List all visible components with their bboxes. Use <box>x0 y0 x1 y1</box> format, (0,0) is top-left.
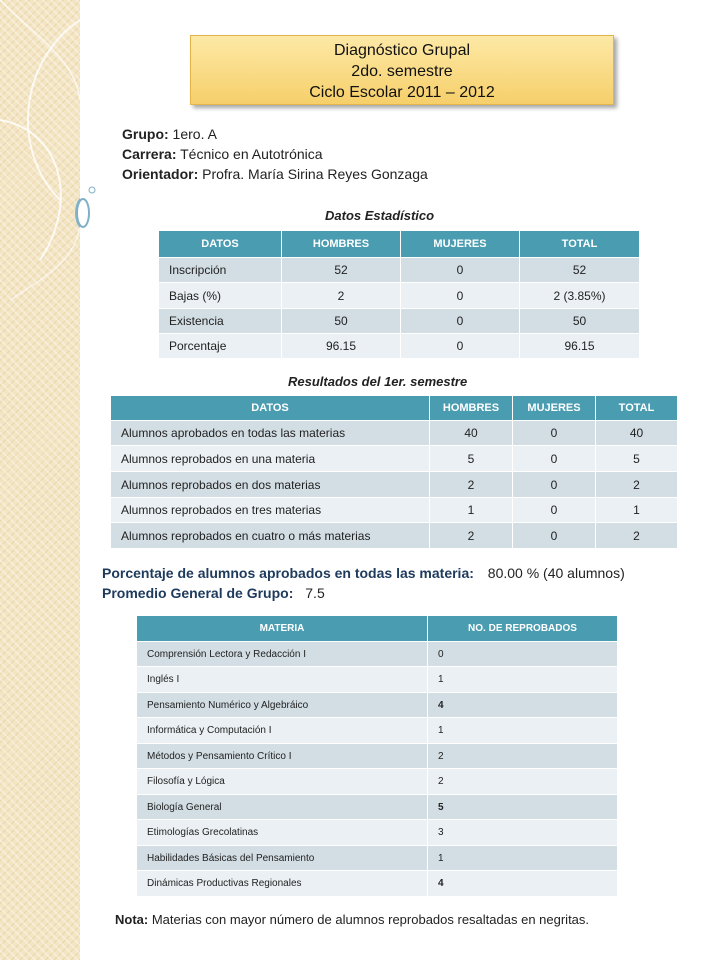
orientador-line <box>122 166 428 182</box>
table-row <box>137 769 618 795</box>
table-cell: 2 <box>596 523 678 549</box>
table-cell: 2 <box>430 472 513 498</box>
table-cell: 96.15 <box>282 334 401 359</box>
footnote-label: Nota: <box>115 912 149 927</box>
table-cell: 1 <box>596 498 678 523</box>
title-line-2: 2do. semestre <box>351 63 453 80</box>
subjects-table <box>136 615 618 897</box>
group-average-value: 7.5 <box>305 585 325 601</box>
table-cell: 2 <box>596 472 678 498</box>
table-cell: Comprensión Lectora y Redacción I <box>137 642 428 667</box>
swirl-decoration <box>0 0 80 960</box>
approval-percentage-line <box>102 565 625 581</box>
stats-header-cell: MUJERES <box>401 231 520 258</box>
title-line-1: Diagnóstico Grupal <box>333 42 471 59</box>
table-cell: 0 <box>401 309 520 334</box>
results-header-row <box>111 396 678 421</box>
table-cell: Bajas (%) <box>159 283 282 309</box>
table-row <box>111 472 678 498</box>
table-cell: Etimologías Grecolatinas <box>137 820 428 846</box>
table-row <box>137 744 618 769</box>
approval-percentage-label: Porcentaje de alumnos aprobados en todas las materia: <box>102 565 474 581</box>
results-header-cell: HOMBRES <box>430 396 513 421</box>
table-cell: 5 <box>430 446 513 472</box>
table-cell: 0 <box>513 498 596 523</box>
table-cell: Inscripción <box>159 258 282 283</box>
table-cell: 52 <box>282 258 401 283</box>
results-header-cell: MUJERES <box>513 396 596 421</box>
results-table <box>110 395 678 549</box>
subjects-header-row <box>137 616 618 642</box>
table-cell: 0 <box>513 472 596 498</box>
table-cell: Existencia <box>159 309 282 334</box>
stats-header-cell: TOTAL <box>520 231 640 258</box>
table-row <box>159 309 640 334</box>
table-row <box>137 718 618 744</box>
orientador-value: Profra. María Sirina Reyes Gonzaga <box>202 166 428 182</box>
table-row <box>137 667 618 693</box>
table-row <box>111 446 678 472</box>
table-cell: Alumnos reprobados en cuatro o más materias <box>111 523 430 549</box>
table-cell: Informática y Computación I <box>137 718 428 744</box>
stats-caption: Datos Estadístico <box>325 208 435 223</box>
grupo-value: 1ero. A <box>172 126 217 142</box>
table-cell: 1 <box>430 498 513 523</box>
table-cell: Inglés I <box>137 667 428 693</box>
group-average-line <box>102 585 325 601</box>
table-cell: Alumnos aprobados en todas las materias <box>111 421 430 446</box>
group-average-label: Promedio General de Grupo: <box>102 585 294 601</box>
results-header-cell: DATOS <box>111 396 430 421</box>
table-cell: 52 <box>520 258 640 283</box>
table-cell: 5 <box>428 795 618 820</box>
table-cell: 1 <box>428 667 618 693</box>
table-row <box>159 258 640 283</box>
table-row <box>137 642 618 667</box>
stats-table <box>158 230 640 359</box>
table-cell: 5 <box>596 446 678 472</box>
table-cell: 4 <box>428 693 618 718</box>
footnote <box>115 912 589 927</box>
subjects-header-cell: MATERIA <box>137 616 428 642</box>
table-cell: 4 <box>428 871 618 897</box>
table-row-highlighted <box>137 795 618 820</box>
table-cell: 96.15 <box>520 334 640 359</box>
table-row <box>159 334 640 359</box>
table-cell: 2 <box>428 769 618 795</box>
table-cell: 0 <box>428 642 618 667</box>
table-cell: 0 <box>401 258 520 283</box>
approval-percentage-value: 80.00 % (40 alumnos) <box>487 565 625 581</box>
table-cell: 2 (3.85%) <box>520 283 640 309</box>
table-cell: 3 <box>428 820 618 846</box>
carrera-line <box>122 146 323 162</box>
results-header-cell: TOTAL <box>596 396 678 421</box>
table-row <box>137 820 618 846</box>
table-cell: 50 <box>520 309 640 334</box>
stats-header-cell: DATOS <box>159 231 282 258</box>
grupo-line <box>122 126 217 142</box>
table-row <box>111 523 678 549</box>
table-cell: 0 <box>401 334 520 359</box>
table-cell: 40 <box>596 421 678 446</box>
table-cell: 1 <box>428 718 618 744</box>
table-cell: 0 <box>401 283 520 309</box>
table-cell: Métodos y Pensamiento Crítico I <box>137 744 428 769</box>
carrera-label: Carrera: <box>122 146 177 162</box>
subjects-header-cell: NO. DE REPROBADOS <box>428 616 618 642</box>
orientador-label: Orientador: <box>122 166 199 182</box>
stats-header-cell: HOMBRES <box>282 231 401 258</box>
table-row <box>111 421 678 446</box>
table-row-highlighted <box>137 693 618 718</box>
decorative-sidebar <box>0 0 80 960</box>
title-line-3: Ciclo Escolar 2011 – 2012 <box>309 84 495 101</box>
table-cell: Alumnos reprobados en dos materias <box>111 472 430 498</box>
table-row <box>137 846 618 871</box>
table-cell: Porcentaje <box>159 334 282 359</box>
stats-header-row <box>159 231 640 258</box>
table-row-highlighted <box>137 871 618 897</box>
table-cell: 1 <box>428 846 618 871</box>
table-cell: 0 <box>513 421 596 446</box>
table-cell: Filosofía y Lógica <box>137 769 428 795</box>
table-cell: Pensamiento Numérico y Algebráico <box>137 693 428 718</box>
bubble-decoration <box>76 180 100 230</box>
table-cell: Biología General <box>137 795 428 820</box>
table-row <box>111 498 678 523</box>
table-cell: 2 <box>282 283 401 309</box>
table-cell: Alumnos reprobados en tres materias <box>111 498 430 523</box>
table-cell: Habilidades Básicas del Pensamiento <box>137 846 428 871</box>
table-cell: 2 <box>430 523 513 549</box>
table-row <box>159 283 640 309</box>
table-cell: Alumnos reprobados en una materia <box>111 446 430 472</box>
footnote-text: Materias con mayor número de alumnos reprobados resaltadas en negritas. <box>151 912 590 927</box>
table-cell: 2 <box>428 744 618 769</box>
title-banner <box>190 35 614 105</box>
results-caption: Resultados del 1er. semestre <box>288 374 468 389</box>
table-cell: 50 <box>282 309 401 334</box>
table-cell: 40 <box>430 421 513 446</box>
grupo-label: Grupo: <box>122 126 169 142</box>
table-cell: 0 <box>513 446 596 472</box>
table-cell: 0 <box>513 523 596 549</box>
table-cell: Dinámicas Productivas Regionales <box>137 871 428 897</box>
carrera-value: Técnico en Autotrónica <box>180 146 323 162</box>
